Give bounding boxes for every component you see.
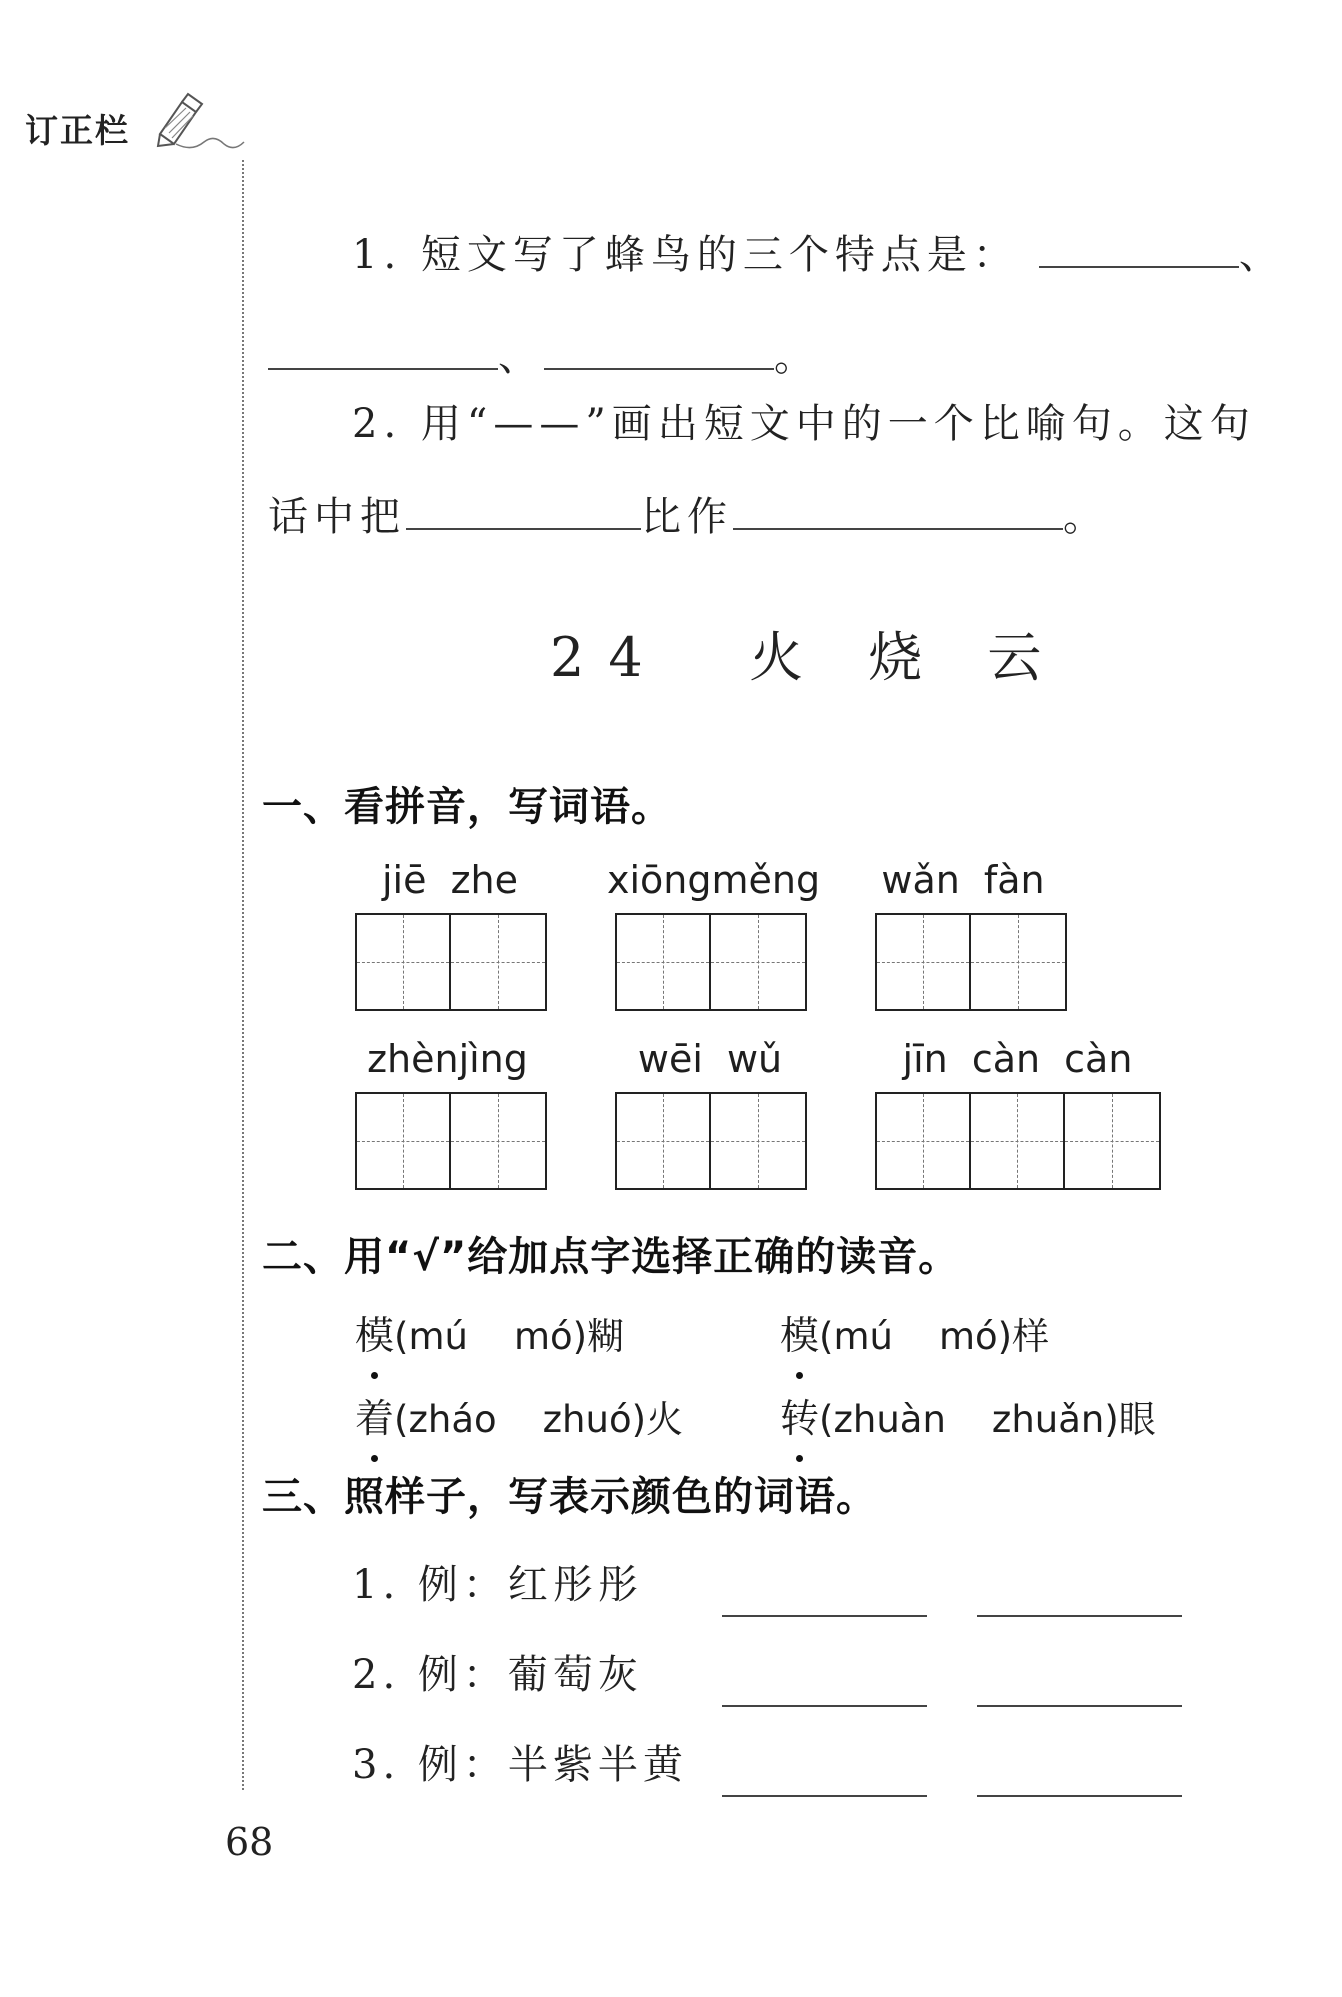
answer-blank[interactable] — [544, 367, 774, 370]
question-2-text-a: 话中把 — [268, 494, 406, 540]
pronunciation-item: 转(zhuàn zhuǎn)眼 — [780, 1388, 1156, 1444]
answer-blank[interactable] — [733, 527, 1063, 530]
writing-grid[interactable] — [355, 913, 547, 1011]
section-2-heading: 二、用“√”给加点字选择正确的读音。 — [262, 1234, 960, 1280]
answer-blank[interactable] — [977, 1614, 1182, 1617]
pinyin-label: zhènjìng — [367, 1037, 528, 1081]
correction-column-label: 订正栏 — [25, 111, 130, 150]
writing-grid[interactable] — [875, 1092, 1161, 1190]
answer-blank[interactable] — [722, 1794, 927, 1797]
pronunciation-item: 模(mú mó)糊 — [355, 1305, 624, 1361]
option[interactable]: zháo — [408, 1398, 497, 1441]
question-1 — [352, 223, 1285, 280]
option[interactable]: mó — [938, 1315, 998, 1358]
color-example: 3. 例：半紫半黄 — [352, 1742, 688, 1788]
pencil-icon — [152, 90, 247, 150]
pronunciation-item: 着(zháo zhuó)火 — [355, 1388, 683, 1444]
writing-grid[interactable] — [615, 913, 807, 1011]
section-1-heading: 一、看拼音，写词语。 — [262, 784, 672, 830]
separator: 、 — [498, 334, 544, 380]
answer-blank[interactable] — [722, 1614, 927, 1617]
pinyin-label: wǎn fàn — [881, 858, 1045, 902]
lesson-number: 24 — [550, 626, 667, 689]
writing-grid[interactable] — [615, 1092, 807, 1190]
period: 。 — [774, 334, 820, 380]
pinyin-label: wēi wǔ — [637, 1037, 783, 1081]
lesson-title — [550, 615, 1065, 692]
color-example: 2. 例：葡萄灰 — [352, 1652, 643, 1698]
answer-blank[interactable] — [977, 1704, 1182, 1707]
option[interactable]: zhuǎn — [991, 1398, 1105, 1441]
margin-divider — [242, 160, 244, 1790]
pronunciation-item: 模(mú mó)样 — [780, 1305, 1049, 1361]
question-1-line-2 — [268, 325, 820, 382]
question-2-line-2 — [268, 485, 1109, 542]
answer-blank[interactable] — [1039, 265, 1239, 268]
option[interactable]: zhuó — [542, 1398, 632, 1441]
dotted-character: 模 — [780, 1305, 819, 1361]
pinyin-label: jiē zhe — [382, 858, 518, 902]
answer-blank[interactable] — [977, 1794, 1182, 1797]
color-example: 1. 例：红彤彤 — [352, 1562, 643, 1608]
answer-lines — [722, 1602, 1182, 1621]
answer-blank[interactable] — [268, 367, 498, 370]
answer-blank[interactable] — [722, 1704, 927, 1707]
page-number: 68 — [225, 1820, 274, 1864]
answer-lines — [722, 1782, 1182, 1801]
option[interactable]: mó — [513, 1315, 573, 1358]
separator: 、 — [1238, 232, 1285, 278]
pinyin-label: jīn càn càn — [902, 1037, 1133, 1081]
option[interactable]: zhuàn — [833, 1398, 946, 1441]
pinyin-label: xiōngměng — [607, 858, 821, 902]
dotted-character: 转 — [780, 1388, 819, 1444]
answer-blank[interactable] — [406, 527, 641, 530]
section-3-heading: 三、照样子，写表示颜色的词语。 — [262, 1474, 877, 1520]
option[interactable]: mú — [833, 1315, 893, 1358]
dotted-character: 模 — [355, 1305, 394, 1361]
option[interactable]: mú — [408, 1315, 468, 1358]
writing-grid[interactable] — [355, 1092, 547, 1190]
question-2: 2. 用“——”画出短文中的一个比喻句。这句 — [352, 401, 1256, 447]
question-2-text-b: 比作 — [641, 494, 733, 540]
writing-grid[interactable] — [875, 913, 1067, 1011]
answer-lines — [722, 1692, 1182, 1711]
question-1-text: 1. 短文写了蜂鸟的三个特点是： — [352, 232, 1019, 278]
lesson-name: 火 烧 云 — [749, 626, 1066, 689]
dotted-character: 着 — [355, 1388, 394, 1444]
period: 。 — [1063, 494, 1109, 540]
